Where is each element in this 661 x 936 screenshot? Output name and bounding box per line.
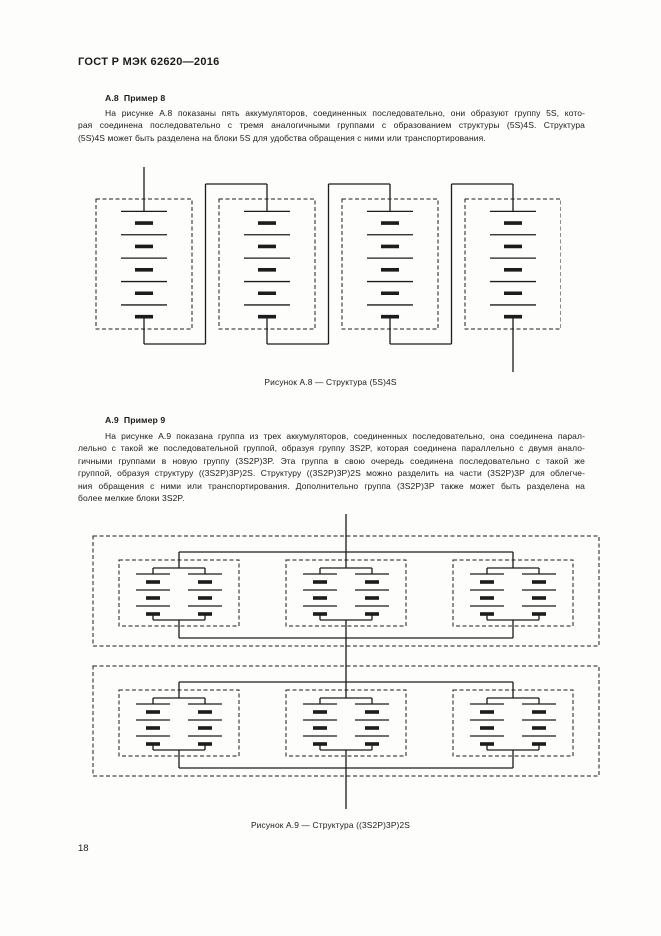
- paragraph-line: (5S)4S может быть разделена на блоки 5S для удобства обращения с ними или транспортирования.: [78, 132, 486, 143]
- figure-a9-battery-diagram: [91, 514, 601, 809]
- paragraph-line: На рисунке А.8 показаны пять аккумуляторов, соединенных последовательно, они образуют группу 5S, кото-: [105, 108, 585, 118]
- paragraph-line: На рисунке А.9 показана группа из трех аккумуляторов, соединенных последовательно, она соединена парал-: [105, 431, 585, 441]
- paragraph-line: рая соединена последовательно с тремя аналогичными группами с образованием структуры (5S)4S. Структура: [78, 120, 585, 131]
- section-a8-paragraph: [78, 107, 585, 144]
- paragraph-line: ния обращения с ними или транспортирования. Дополнительно группа (3S2P)3P также может быть разделена на: [78, 480, 585, 491]
- section-a8-heading: А.8 Пример 8: [105, 93, 166, 103]
- document-title: ГОСТ Р МЭК 62620—2016: [78, 56, 220, 68]
- figure-a9-caption: Рисунок А.9 — Структура ((3S2P)3P)2S: [250, 820, 411, 830]
- figure-a8-battery-diagram: [91, 167, 561, 372]
- page-number: 18: [78, 843, 89, 854]
- paragraph-line: более мелкие блоки 3S2P.: [78, 493, 185, 504]
- paragraph-line: группой, образуя структуру ((3S2P)3P)2S. Структуру ((3S2P)3P)2S можно разделить на части (3S2P)3P для облегче-: [78, 468, 585, 479]
- paragraph-line: лельно с такой же последовательной группой, образуя группу 3S2P, которая соединена параллельно с двумя анало-: [78, 443, 585, 454]
- section-a9-paragraph: [78, 430, 585, 505]
- paragraph-line: гичными группами в новую группу (3S2P)3P. Эта группа в свою очередь соединена последовательно с такой же: [78, 455, 585, 466]
- figure-a8-caption: Рисунок А.8 — Структура (5S)4S: [264, 377, 397, 387]
- section-a9-heading: А.9 Пример 9: [105, 415, 166, 425]
